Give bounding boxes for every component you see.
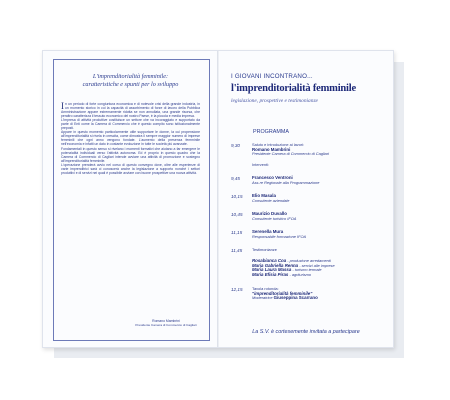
program-content: [252, 176, 392, 185]
round-table-topic: "imprenditorialità femminile": [252, 290, 313, 296]
speaker-name: Serenella Mura: [252, 229, 284, 234]
program-time: 10,45: [231, 212, 243, 217]
testimonial-role: - servizi alle imprese: [298, 262, 335, 268]
program-content: [252, 212, 392, 221]
body-paragraph: Fondamentali in questo senso si rivelano i momenti formativi che aiutano a far emergere le potenzialità individuali verso l'attività autonoma. Ed è proprio in questo quadro che la Camera di Commercio di Cagliari intende avviare una attività di promozione e sostegno all'imprenditorialità femminile.: [61, 146, 200, 163]
program-line: Saluto e introduzione ai lavori:: [252, 142, 305, 147]
left-title-line2: caratteristiche e spunti per lo sviluppo: [82, 80, 179, 88]
speaker-role: Ass.re Regionale alla Programmazione: [252, 179, 320, 185]
testimonial-item: [252, 273, 392, 278]
program-time: 10,15: [231, 194, 243, 199]
body-paragraph: Appare in questo momento particolarmente utile supportare le donne, la cui propensione all'imprenditorialità si rivela in crescita, come dimostra il sempre maggior numero di imprese femminili che ogni anno vengono fondate. L'aumento della presenza femminile nell'economia e infatti un dato in costante evoluzione in tutte le società più avanzate.: [61, 130, 200, 147]
signature-role: Presidente Camera di Commercio di Cagliari: [135, 323, 197, 328]
program-time: 12,15: [231, 287, 243, 292]
program-time: 11,45: [231, 248, 243, 253]
program-content: [252, 230, 392, 239]
testimonial-name: Rosabianca Coa: [252, 258, 287, 263]
speaker-name: Elio Masala: [252, 193, 276, 198]
program-line: Interventi:: [252, 162, 270, 167]
event-title: l'imprenditorialità femminile: [231, 83, 356, 94]
signature: [129, 319, 203, 327]
testimonial-name: Maria Laura Massa: [252, 267, 292, 273]
program-time: 9,30: [231, 143, 240, 148]
program-label: PROGRAMMA: [253, 129, 289, 135]
round-table-moderator-line: [252, 296, 392, 301]
program-time: 9,45: [231, 176, 240, 181]
program-content: [252, 194, 392, 203]
testimonial-content: [252, 259, 392, 277]
testimonial-role: - agriturismo: [288, 271, 312, 277]
testimonial-name: Maria Efisia Piras: [252, 271, 289, 277]
speaker-role: Responsabile formazione IFOA: [252, 233, 307, 239]
program-content: [252, 143, 392, 157]
left-panel-body: [61, 102, 200, 175]
signature-name: Romano Mambrini: [152, 319, 180, 323]
speaker-role: Presidente Camera di Commercio di Cagliari: [252, 151, 329, 157]
body-paragraph: [61, 102, 200, 118]
testimonial-name: Maria Gabriella Renna: [252, 262, 299, 268]
speaker-name: Romano Mambrini: [252, 146, 291, 152]
round-table-label: Tavola rotonda:: [252, 286, 279, 291]
round-table-content: [252, 287, 392, 301]
dropcap: I: [61, 101, 64, 111]
program-content: [252, 163, 392, 168]
program-content: [252, 248, 392, 253]
closing-invitation: La S.V. è cortesemente invitata a partecipare: [252, 329, 360, 335]
event-header: I GIOVANI INCONTRANO...: [231, 73, 313, 80]
speaker-role: Consulente aziendale: [252, 197, 290, 203]
speaker-role: Consulente turistico IFOA: [252, 215, 297, 221]
body-paragraph-text: n un periodo di forte congiuntura economica e di notevole crisi della grande industria, in un momento storico in cui la capacità di assorbimento di forze di lavoro della Pubblica Amministrazione appare estremamente ridotta se non annullata, una grande risorsa, che peraltro caratterizza il tessuto economico del nostro Paese, è la piccola e media impresa.: [61, 102, 200, 119]
program-line: Testimonianze: [252, 247, 277, 252]
speaker-name: Francesco Ventroni: [252, 175, 293, 180]
invitation-brochure: [42, 50, 394, 348]
testimonial-role: - turismo termale: [291, 267, 322, 273]
moderator-label: Moderatrice: [252, 295, 274, 301]
body-paragraph: L'operazione prenderà avvio nel corso di questo convegno dove, oltre alle esperienze di varie imprenditrici sarà ci conoscerà anche la legislazione a supporto nonché i settori produttivi e di servizi nei quali è possibile avviare con buone prospettive una nuova attività.: [61, 162, 200, 175]
left-title-line1: L'imprenditorialità femminile:: [92, 73, 169, 80]
moderator-name: Giuseppina Scarrano: [273, 295, 318, 301]
speaker-name: Maurizio Duvallo: [252, 211, 287, 216]
left-panel-title: [53, 73, 208, 88]
right-panel: [219, 51, 393, 347]
left-panel: [43, 51, 217, 347]
body-paragraph: L'impresa di attività produttive costituisce un settore che va incoraggiato e supportato da parte di Enti come la Camera di Commercio che è questo compito sono istituzionalmente preposti.: [61, 118, 200, 131]
program-time: 11,15: [231, 230, 243, 235]
testimonial-role: - produzione arredamenti: [286, 258, 331, 263]
event-subtitle: legislazione, prospettive e testimonianze: [231, 98, 318, 104]
